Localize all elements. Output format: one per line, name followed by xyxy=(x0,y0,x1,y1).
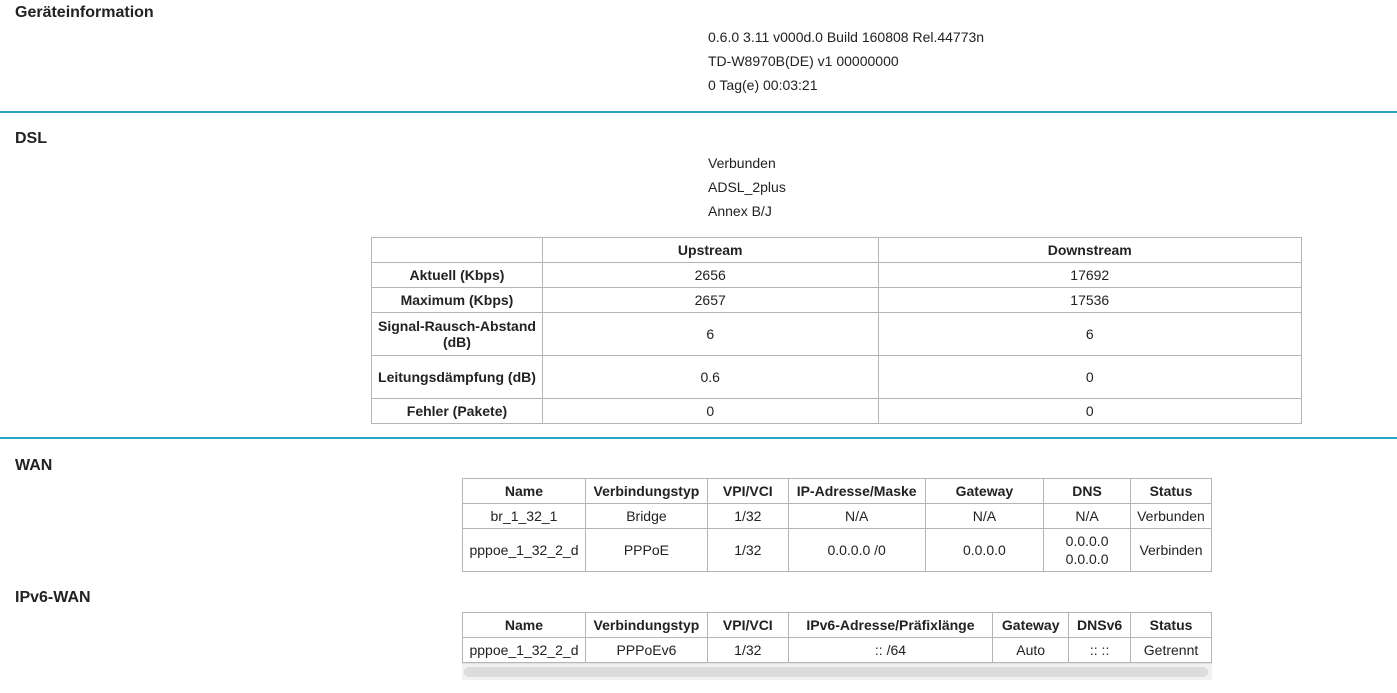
table-row xyxy=(463,504,1212,529)
ipv6-vpivci: 1/32 xyxy=(707,638,788,663)
dns-secondary: 0.0.0.0 xyxy=(1065,551,1109,567)
firmware-version-value: 0.6.0 3.11 v000d.0 Build 160808 Rel.44773n xyxy=(708,29,985,45)
table-row xyxy=(372,399,1302,424)
ipv6-name: pppoe_1_32_2_d xyxy=(463,638,586,663)
wan-gateway: N/A xyxy=(925,504,1044,529)
upstream-value: 0.6 xyxy=(542,356,878,399)
status-header: Status xyxy=(1131,613,1212,638)
table-row xyxy=(463,529,1212,572)
table-header-row xyxy=(372,238,1302,263)
name-header: Name xyxy=(463,613,586,638)
wan-connection-type: Bridge xyxy=(585,504,707,529)
section-divider xyxy=(0,437,1397,439)
dsl-stats-table xyxy=(371,237,1302,424)
table-row xyxy=(372,263,1302,288)
row-label: Leitungsdämpfung (dB) xyxy=(372,356,543,399)
connection-type-header: Verbindungstyp xyxy=(585,613,707,638)
status-header: Status xyxy=(1130,479,1211,504)
ipv6-address-prefix: :: /64 xyxy=(788,638,993,663)
dns-header: DNS xyxy=(1044,479,1131,504)
uptime-value: 0 Tag(e) 00:03:21 xyxy=(708,77,818,93)
wan-name: pppoe_1_32_2_d xyxy=(463,529,586,572)
dsl-title: DSL xyxy=(15,130,47,147)
table-row xyxy=(463,638,1212,663)
ipv6-prefix-header: IPv6-Adresse/Präfixlänge xyxy=(788,613,993,638)
ipv6-gateway: Auto xyxy=(993,638,1069,663)
hardware-version-value: TD-W8970B(DE) v1 00000000 xyxy=(708,53,899,69)
ipv6-wan-table xyxy=(462,612,1212,663)
upstream-value: 0 xyxy=(542,399,878,424)
wan-gateway: 0.0.0.0 xyxy=(925,529,1044,572)
ipv6-dns: :: :: xyxy=(1069,638,1131,663)
upstream-value: 2657 xyxy=(542,288,878,313)
upstream-value: 6 xyxy=(542,313,878,356)
wan-connection-type: PPPoE xyxy=(585,529,707,572)
ip-mask-header: IP-Adresse/Maske xyxy=(788,479,925,504)
downstream-header: Downstream xyxy=(878,238,1301,263)
scrollbar-thumb[interactable] xyxy=(464,667,1208,677)
downstream-value: 0 xyxy=(878,399,1301,424)
modulation-type-value: ADSL_2plus xyxy=(708,179,786,195)
wan-ip-mask: 0.0.0.0 /0 xyxy=(788,529,925,572)
wan-status: Verbinden xyxy=(1130,529,1211,572)
downstream-value: 17536 xyxy=(878,288,1301,313)
row-label: Maximum (Kbps) xyxy=(372,288,543,313)
horizontal-scrollbar[interactable] xyxy=(462,663,1212,680)
table-header-cell xyxy=(372,238,543,263)
dns-primary: 0.0.0.0 xyxy=(1065,533,1109,549)
ipv6-status: Getrennt xyxy=(1131,638,1212,663)
wan-dns: N/A xyxy=(1044,504,1131,529)
wan-dns xyxy=(1044,529,1131,572)
name-header: Name xyxy=(463,479,586,504)
downstream-value: 17692 xyxy=(878,263,1301,288)
wan-title: WAN xyxy=(15,457,53,474)
section-divider xyxy=(0,111,1397,113)
annex-type-value: Annex B/J xyxy=(708,203,772,219)
row-label: Aktuell (Kbps) xyxy=(372,263,543,288)
table-header-row xyxy=(463,613,1212,638)
wan-vpivci: 1/32 xyxy=(707,504,788,529)
vpivci-header: VPI/VCI xyxy=(707,479,788,504)
ipv6-connection-type: PPPoEv6 xyxy=(585,638,707,663)
wan-name: br_1_32_1 xyxy=(463,504,586,529)
connection-type-header: Verbindungstyp xyxy=(585,479,707,504)
upstream-value: 2656 xyxy=(542,263,878,288)
gateway-header: Gateway xyxy=(925,479,1044,504)
downstream-value: 0 xyxy=(878,356,1301,399)
wan-table xyxy=(462,478,1212,572)
table-row xyxy=(372,313,1302,356)
wan-status: Verbunden xyxy=(1130,504,1211,529)
upstream-header: Upstream xyxy=(542,238,878,263)
table-header-row xyxy=(463,479,1212,504)
row-label: Signal-Rausch-Abstand (dB) xyxy=(372,313,543,356)
table-row xyxy=(372,356,1302,399)
device-info-title: Geräteinformation xyxy=(15,4,154,21)
dnsv6-header: DNSv6 xyxy=(1069,613,1131,638)
line-status-value: Verbunden xyxy=(708,155,776,171)
wan-vpivci: 1/32 xyxy=(707,529,788,572)
ipv6-wan-title: IPv6-WAN xyxy=(15,589,91,606)
downstream-value: 6 xyxy=(878,313,1301,356)
vpivci-header: VPI/VCI xyxy=(707,613,788,638)
gateway-header: Gateway xyxy=(993,613,1069,638)
wan-ip-mask: N/A xyxy=(788,504,925,529)
table-row xyxy=(372,288,1302,313)
row-label: Fehler (Pakete) xyxy=(372,399,543,424)
